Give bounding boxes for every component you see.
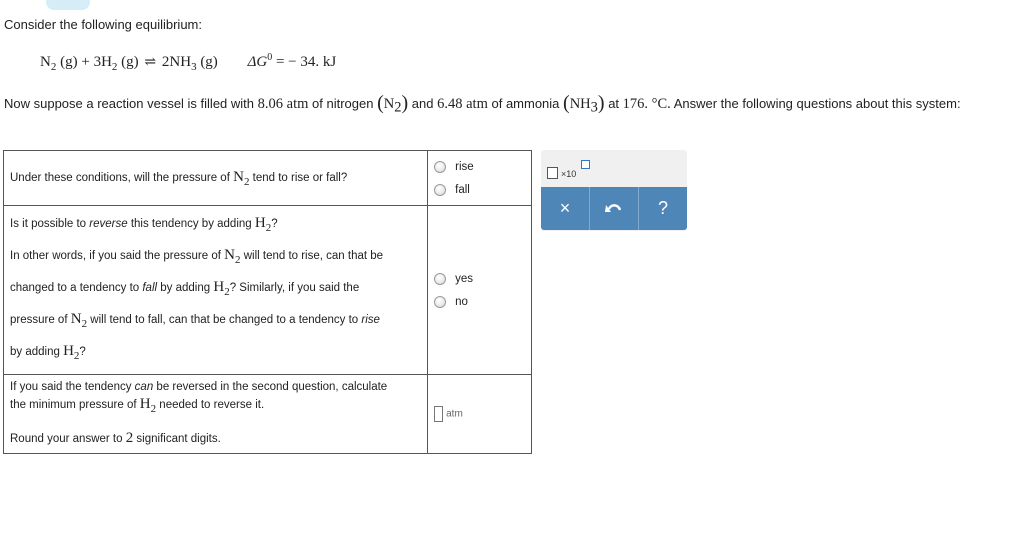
question-1-answers bbox=[428, 151, 532, 206]
radio-button[interactable] bbox=[434, 184, 446, 196]
question-table bbox=[3, 150, 532, 454]
radio-button[interactable] bbox=[434, 161, 446, 173]
scientific-notation-button[interactable]: ×10 bbox=[547, 160, 591, 182]
ammonia-amount: 6.48 atm bbox=[437, 96, 488, 112]
question-row-1 bbox=[4, 151, 532, 206]
undo-button[interactable] bbox=[589, 187, 638, 230]
undo-icon bbox=[605, 202, 623, 216]
option-yes[interactable]: yes bbox=[434, 267, 525, 290]
intro-text: Consider the following equilibrium: bbox=[4, 17, 202, 32]
problem-statement: Now suppose a reaction vessel is filled with 8.06 atm of nitrogen $(N_2)$ and 6.48 atm of ammonia $(NH_3)$ at 176. °C. Answer the following questions about this system: bbox=[4, 92, 961, 116]
mantissa-box-icon bbox=[547, 167, 558, 179]
clear-button[interactable] bbox=[541, 187, 589, 230]
question-2-answers bbox=[428, 206, 532, 375]
question-row-2 bbox=[4, 206, 532, 375]
option-fall[interactable]: fall bbox=[434, 178, 525, 201]
unit-label: atm bbox=[446, 408, 463, 420]
option-rise[interactable]: rise bbox=[434, 155, 525, 178]
question-3-text: If you said the tendency can be reversed in the second question, calculate the minimum pressure of $H_2$ needed to reverse it. Round your answer to 2 significant digits. bbox=[4, 375, 428, 454]
exponent-box-icon bbox=[581, 160, 590, 169]
help-icon: ? bbox=[657, 198, 668, 218]
pressure-input[interactable] bbox=[434, 406, 443, 422]
radio-button[interactable] bbox=[434, 273, 446, 285]
question-row-3 bbox=[4, 375, 532, 454]
nitrogen-amount: 8.06 atm bbox=[257, 96, 309, 112]
equilibrium-arrow-icon: ⇌ bbox=[144, 55, 157, 70]
temperature: 176. °C. bbox=[622, 96, 671, 112]
question-1-text: Under these conditions, will the pressure of $N_2$ tend to rise or fall? bbox=[4, 151, 428, 206]
answer-toolbox bbox=[541, 150, 687, 231]
equilibrium-equation: $N_2$ $(g) + 3H_2$ (g) ⇌ $2NH_3$ (g) $\Delta G^0$ = − 34. kJ bbox=[40, 52, 337, 73]
close-icon: × bbox=[559, 198, 571, 218]
top-tab-decoration bbox=[46, 0, 90, 10]
question-3-answer bbox=[428, 375, 532, 454]
question-2-text: Is it possible to reverse this tendency by adding $H_2$? In other words, if you said the pressure of $N_2$ will tend to rise, can that be changed to a tendency to fall by adding $H_2$? Similarly, if you said the pressure of $N_2$ will tend to fall, can that be changed to a tendency to rise by adding $H_2$? bbox=[4, 206, 428, 375]
help-button[interactable] bbox=[638, 187, 687, 230]
delta-g: $\Delta G^0$ = − 34. kJ bbox=[247, 52, 337, 70]
toolbox-action-bar bbox=[541, 187, 687, 230]
radio-button[interactable] bbox=[434, 296, 446, 308]
option-no[interactable]: no bbox=[434, 290, 525, 313]
